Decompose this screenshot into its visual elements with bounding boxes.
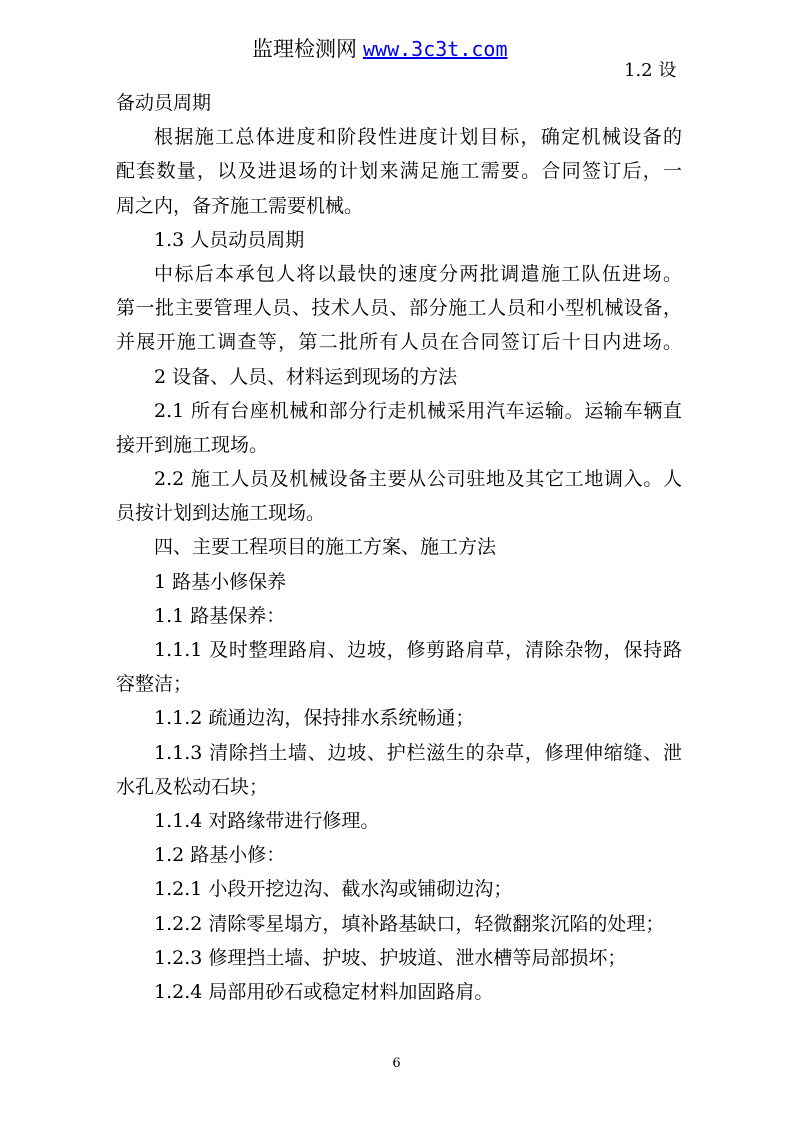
body-line: 中标后本承包人将以最快的速度分两批调遣施工队伍进场。 [154, 262, 682, 285]
body-line: 水孔及松动石块； [116, 775, 269, 798]
body-line: 根据施工总体进度和阶段性进度计划目标，确定机械设备的 [154, 126, 682, 149]
body-line: 1.2.3 修理挡土墙、护坡、护坡道、泄水槽等局部损坏； [154, 946, 627, 969]
body-line: 1.1 路基保养： [154, 604, 286, 627]
body-line: 员按计划到达施工现场。 [116, 502, 326, 525]
body-line: 1.2.1 小段开挖边沟、截水沟或铺砌边沟； [154, 878, 513, 901]
body-line: 并展开施工调查等，第二批所有人员在合同签订后十日内进场。 [116, 331, 682, 354]
body-line: 1 路基小修保养 [154, 570, 287, 593]
body-line: 周之内，备齐施工需要机械。 [116, 194, 364, 217]
section-heading-fragment: 1.2 设 [624, 60, 677, 81]
body-line: 2 设备、人员、材料运到现场的方法 [154, 365, 458, 388]
body-line: 2.1 所有台座机械和部分行走机械采用汽车运输。运输车辆直 [154, 399, 682, 422]
body-line: 1.1.3 清除挡土墙、边坡、护栏滋生的杂草，修理伸缩缝、泄 [154, 741, 682, 764]
body-line: 配套数量，以及进退场的计划来满足施工需要。合同签订后，一 [116, 160, 682, 183]
body-line: 备动员周期 [116, 92, 212, 114]
body-line: 容整洁； [116, 673, 193, 696]
body-line: 1.1.1 及时整理路肩、边坡，修剪路肩草，清除杂物，保持路 [154, 639, 682, 661]
body-line: 1.1.4 对路缘带进行修理。 [154, 809, 380, 832]
page-number: 6 [392, 1056, 401, 1071]
body-line: 1.2.4 局部用砂石或稳定材料加固路肩。 [154, 980, 494, 1003]
body-line: 1.2 路基小修： [154, 844, 286, 867]
site-name: 监理检测网 [252, 37, 357, 61]
body-line: 第一批主要管理人员、技术人员、部分施工人员和小型机械设备， [116, 297, 682, 320]
body-line: 1.3 人员动员周期 [154, 228, 305, 251]
document-body [116, 86, 682, 1009]
body-line: 2.2 施工人员及机械设备主要从公司驻地及其它工地调入。人 [154, 468, 682, 491]
page-header [252, 34, 508, 64]
body-line: 1.2.2 清除零星塌方，填补路基缺口，轻微翻浆沉陷的处理； [154, 912, 665, 935]
body-line: 四、主要工程项目的施工方案、施工方法 [154, 536, 497, 559]
body-line: 接开到施工现场。 [116, 433, 269, 456]
body-line: 1.1.2 疏通边沟，保持排水系统畅通； [154, 707, 475, 730]
site-url-link[interactable]: www.3c3t.com [363, 37, 508, 61]
